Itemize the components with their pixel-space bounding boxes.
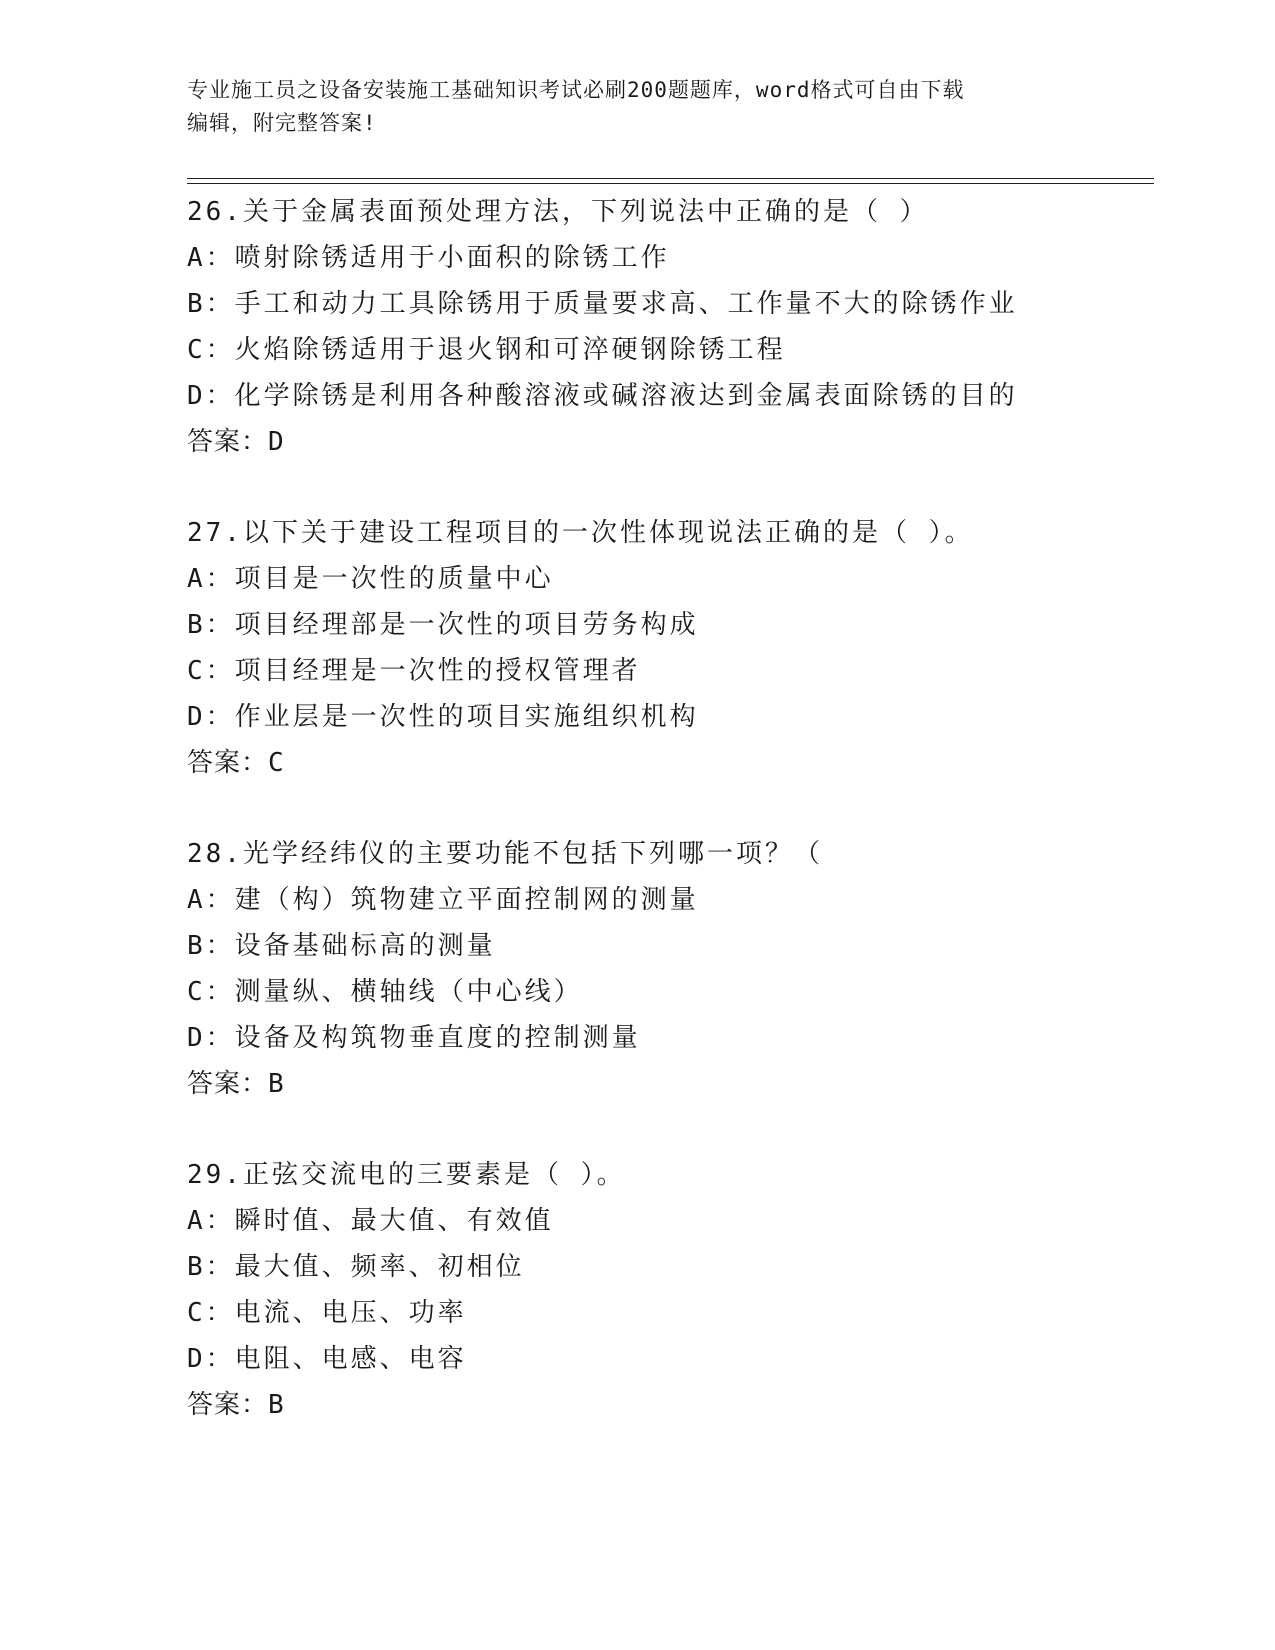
answer-line: 答案：C bbox=[187, 748, 285, 778]
question-26 bbox=[187, 189, 1154, 465]
option-d: D：设备及构筑物垂直度的控制测量 bbox=[187, 1023, 641, 1053]
option-a: A：瞬时值、最大值、有效值 bbox=[187, 1206, 554, 1236]
answer-line: 答案：D bbox=[187, 427, 285, 457]
question-list bbox=[187, 189, 1154, 1473]
option-b: B：手工和动力工具除锈用于质量要求高、工作量不大的除锈作业 bbox=[187, 289, 1018, 319]
question-stem: 29.正弦交流电的三要素是（ ）。 bbox=[187, 1160, 626, 1190]
option-c: C：项目经理是一次性的授权管理者 bbox=[187, 656, 641, 686]
header-title-line-2: 编辑，附完整答案! bbox=[187, 111, 377, 135]
option-b: B：设备基础标高的测量 bbox=[187, 931, 496, 961]
question-stem: 26.关于金属表面预处理方法，下列说法中正确的是（ ） bbox=[187, 197, 929, 227]
option-c: C：火焰除锈适用于退火钢和可淬硬钢除锈工程 bbox=[187, 335, 786, 365]
question-stem: 27.以下关于建设工程项目的一次性体现说法正确的是（ ）。 bbox=[187, 518, 974, 548]
option-d: D：作业层是一次性的项目实施组织机构 bbox=[187, 702, 699, 732]
option-c: C：测量纵、横轴线（中心线） bbox=[187, 977, 583, 1007]
option-b: B：最大值、频率、初相位 bbox=[187, 1252, 525, 1282]
option-b: B：项目经理部是一次性的项目劳务构成 bbox=[187, 610, 699, 640]
question-stem: 28.光学经纬仪的主要功能不包括下列哪一项？（ bbox=[187, 839, 823, 869]
question-29 bbox=[187, 1152, 1154, 1428]
question-28 bbox=[187, 831, 1154, 1107]
header-divider-bottom bbox=[187, 183, 1154, 184]
option-a: A：项目是一次性的质量中心 bbox=[187, 564, 554, 594]
option-a: A：建（构）筑物建立平面控制网的测量 bbox=[187, 885, 699, 915]
header-divider-top bbox=[187, 178, 1154, 179]
header-title-line-1: 专业施工员之设备安装施工基础知识考试必刷200题题库，word格式可自由下载 bbox=[187, 78, 965, 102]
option-d: D：化学除锈是利用各种酸溶液或碱溶液达到金属表面除锈的目的 bbox=[187, 381, 1018, 411]
answer-line: 答案：B bbox=[187, 1069, 285, 1099]
question-27 bbox=[187, 510, 1154, 786]
document-header bbox=[187, 74, 1067, 140]
option-c: C：电流、电压、功率 bbox=[187, 1298, 467, 1328]
option-d: D：电阻、电感、电容 bbox=[187, 1344, 467, 1374]
option-a: A：喷射除锈适用于小面积的除锈工作 bbox=[187, 243, 670, 273]
answer-line: 答案：B bbox=[187, 1390, 285, 1420]
